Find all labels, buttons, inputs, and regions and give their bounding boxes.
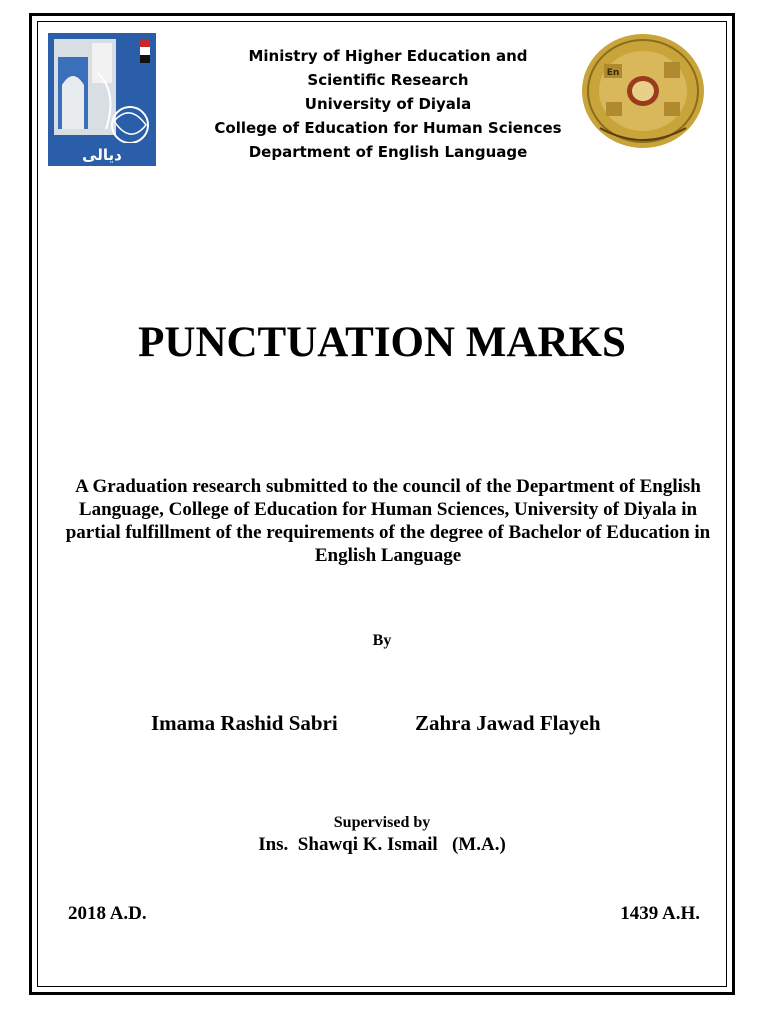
institution-header xyxy=(170,44,606,164)
document-title: PUNCTUATION MARKS xyxy=(138,319,626,366)
research-description: A Graduation research submitted to the council of the Department of English Language, College of Education for Human Sciences, University of Diyala in partial fulfillment of the requirements of the degree of Bachelor of Education in English Language xyxy=(65,476,711,566)
date-hijri: 1439 A.H. xyxy=(620,903,700,924)
header-line-scientific-research: Scientific Research xyxy=(307,71,469,89)
author-name-2: Zahra Jawad Flayeh xyxy=(415,711,601,735)
header-line-university: University of Diyala xyxy=(304,95,472,113)
header-line-department: Department of English Language xyxy=(248,143,528,161)
supervisor-name: Ins. Shawqi K. Ismail (M.A.) xyxy=(258,834,506,855)
supervised-by-label: Supervised by xyxy=(333,814,431,831)
university-of-diyala-logo-icon xyxy=(48,33,156,166)
header-line-college: College of Education for Human Sciences xyxy=(214,119,562,137)
seal-letters: En xyxy=(606,68,620,78)
date-gregorian: 2018 A.D. xyxy=(68,903,147,924)
logo-caption: ديالى xyxy=(82,146,122,164)
author-name-1: Imama Rashid Sabri xyxy=(151,711,338,735)
header-line-ministry: Ministry of Higher Education and xyxy=(248,47,528,65)
by-label: By xyxy=(372,632,392,649)
